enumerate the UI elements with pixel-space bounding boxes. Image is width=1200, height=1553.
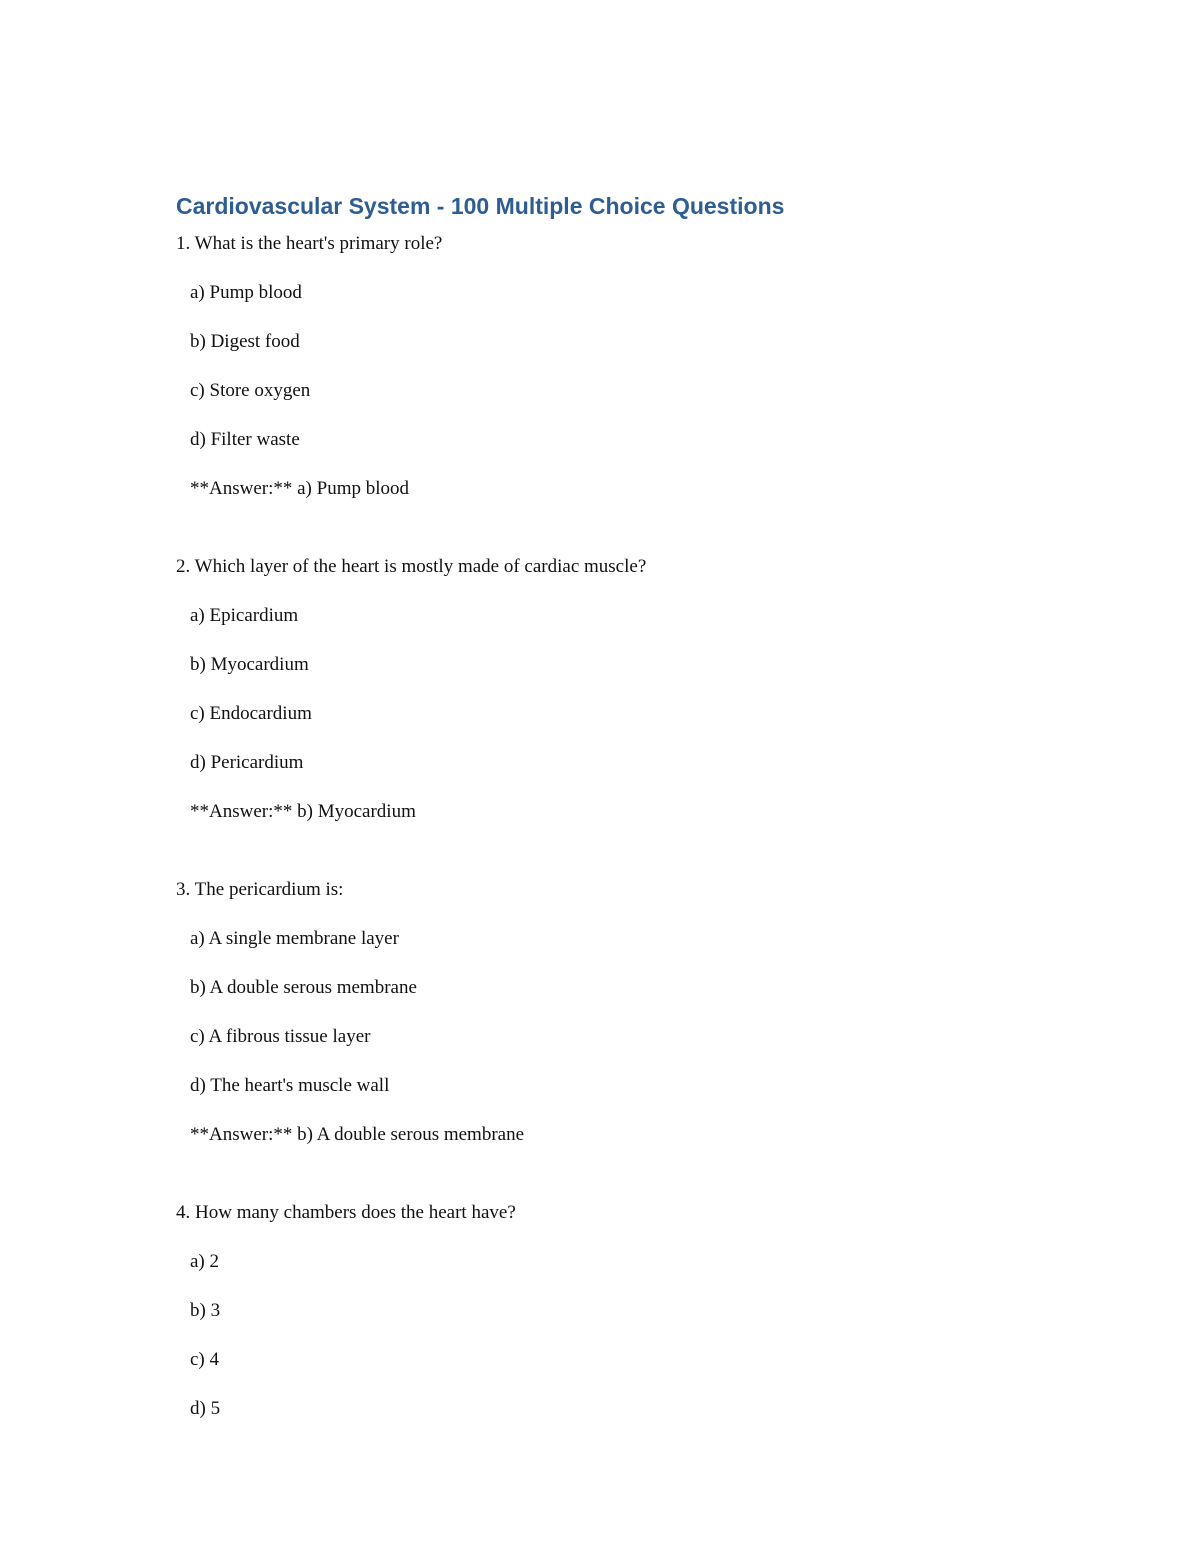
answer-option: b) 3	[190, 1300, 221, 1321]
correct-answer: **Answer:** a) Pump blood	[190, 478, 410, 499]
answer-option: d) 5	[190, 1398, 221, 1419]
answer-option: c) A fibrous tissue layer	[190, 1026, 371, 1047]
question-block	[176, 878, 1076, 1147]
question-block	[176, 555, 1076, 824]
question-text: 2. Which layer of the heart is mostly made of cardiac muscle?	[176, 556, 647, 577]
answer-option: a) Epicardium	[190, 605, 299, 626]
answer-option: b) Myocardium	[190, 654, 309, 675]
document-content	[176, 190, 1076, 1421]
answer-option: b) A double serous membrane	[190, 977, 417, 998]
question-text: 3. The pericardium is:	[176, 879, 344, 900]
question-text: 1. What is the heart's primary role?	[176, 233, 443, 254]
question-block	[176, 1201, 1076, 1421]
answer-option: b) Digest food	[190, 331, 300, 352]
answer-option: c) Endocardium	[190, 703, 312, 724]
correct-answer: **Answer:** b) Myocardium	[190, 801, 416, 822]
question-block	[176, 232, 1076, 501]
answer-option: c) 4	[190, 1349, 220, 1370]
answer-option: d) Pericardium	[190, 752, 304, 773]
correct-answer: **Answer:** b) A double serous membrane	[190, 1124, 525, 1145]
answer-option: a) 2	[190, 1251, 220, 1272]
answer-option: c) Store oxygen	[190, 380, 311, 401]
answer-option: d) Filter waste	[190, 429, 300, 450]
answer-option: a) Pump blood	[190, 282, 302, 303]
question-text: 4. How many chambers does the heart have?	[176, 1202, 516, 1223]
answer-option: a) A single membrane layer	[190, 928, 399, 949]
answer-option: d) The heart's muscle wall	[190, 1075, 390, 1096]
document-title: Cardiovascular System - 100 Multiple Choice Questions	[176, 193, 785, 219]
